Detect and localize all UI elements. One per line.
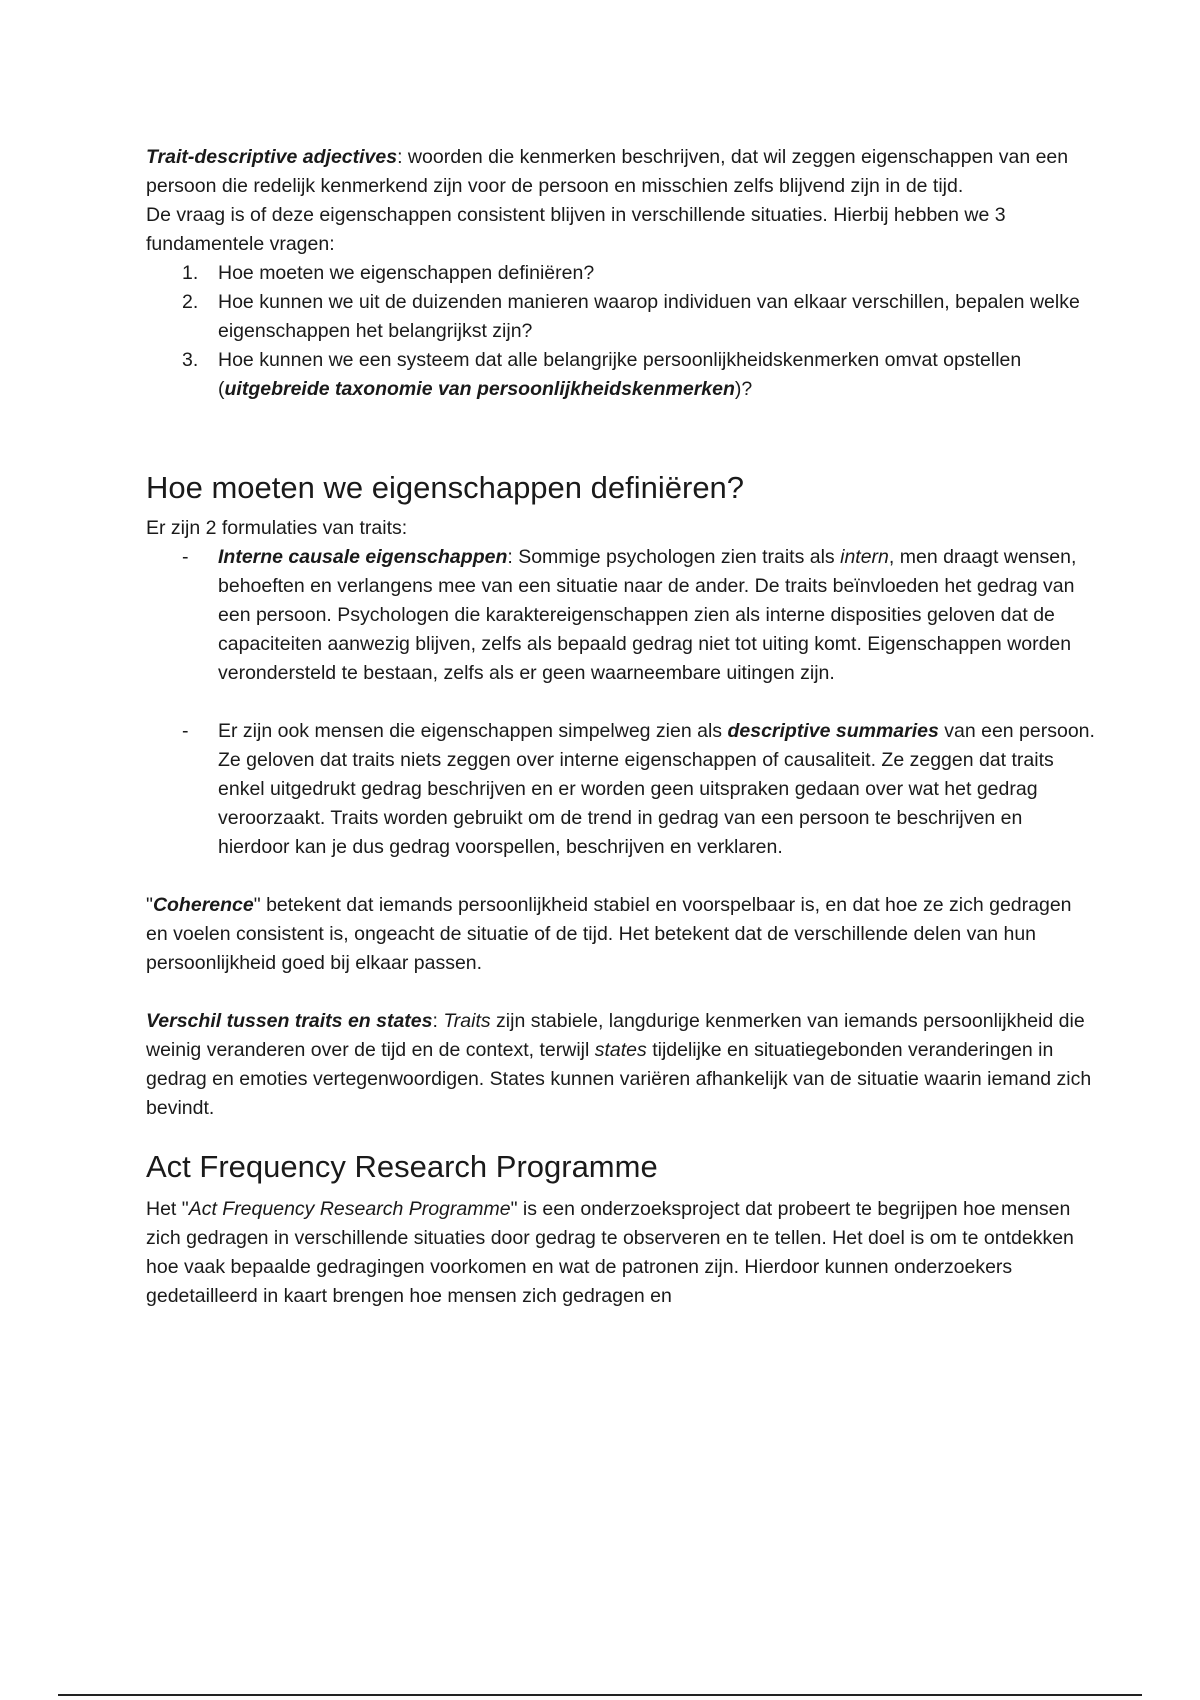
spacer <box>146 688 1096 717</box>
traits-states-term: Verschil tussen traits en states <box>146 1010 433 1032</box>
list-number: 3. <box>182 349 199 371</box>
quote-mark: " <box>146 894 153 916</box>
list-item-text: Hoe kunnen we uit de duizenden manieren waarop individuen van elkaar verschillen, bepalen welke eigenschappen het belangrijkst zijn? <box>218 291 1080 342</box>
section-heading-act-frequency: Act Frequency Research Programme <box>146 1149 658 1184</box>
bullet-text: : Sommige psychologen zien traits als <box>507 546 841 568</box>
fundamental-questions-list <box>146 259 1096 404</box>
list-item <box>146 346 1096 404</box>
taxonomy-term: uitgebreide taxonomie van persoonlijkheidskenmerken <box>224 378 735 400</box>
act-frequency-text: " is een onderzoeksproject dat probeert te begrijpen hoe mensen zich gedragen in verschillende situaties door gedrag te observeren en te tellen. Het doel is om te ontdekken hoe vaak bepaalde gedragingen voorkomen en wat de patronen zijn. Hierdoor kunnen onderzoekers gedetailleerd in kaart brengen hoe mensen zich gedragen en <box>146 1198 1074 1307</box>
spacer <box>146 978 1096 1007</box>
list-item-text: Hoe moeten we eigenschappen definiëren? <box>218 262 595 284</box>
act-programme-name: Act Frequency Research Programme <box>188 1198 511 1220</box>
trait-adjectives-definition: : woorden die kenmerken beschrijven, dat wil zeggen eigenschappen van een persoon die redelijk kenmerkend zijn voor de persoon en misschien zelfs blijvend zijn in de tijd. <box>146 146 1069 197</box>
traits-states-text: zijn stabiele, langdurige kenmerken van iemands persoonlijkheid die weinig veranderen over de tijd en de context, terwijl <box>146 1010 1085 1061</box>
dash-bullet: - <box>182 720 189 742</box>
intern-word: intern <box>840 546 889 568</box>
separator: : <box>432 1010 444 1032</box>
formulations-list-continued <box>146 717 1096 862</box>
descriptive-summaries-term: descriptive summaries <box>727 720 939 742</box>
bullet-text: van een persoon. Ze geloven dat traits niets zeggen over interne eigenschappen of causaliteit. Ze zeggen dat traits enkel uitgedrukt gedrag beschrijven en er worden geen uitspraken gedaan over wat het gedrag veroorzaakt. Traits worden gebruikt om de trend in gedrag van een persoon te beschrijven en hierdoor kan je dus gedrag voorspellen, beschrijven en verklaren. <box>218 720 1095 858</box>
traits-states-text: tijdelijke en situatiegebonden veranderingen in gedrag en emoties vertegenwoordigen. States kunnen variëren afhankelijk van de situatie waarin iemand zich bevindt. <box>146 1039 1092 1119</box>
bullet-text: , men draagt wensen, behoeften en verlangens mee van een situatie naar de ander. De traits beïnvloeden het gedrag van een persoon. Psychologen die karaktereigenschappen zien als interne disposities geloven dat de capaciteiten aanwezig blijven, zelfs als bepaald gedrag niet tot uiting komt. Eigenschappen worden verondersteld te bestaan, zelfs als er geen waarneembare uitingen zijn. <box>218 546 1077 684</box>
list-item <box>146 543 1096 688</box>
list-item-text: Hoe kunnen we een systeem dat alle belangrijke persoonlijkheidskenmerken omvat opstellen ( <box>218 349 1022 400</box>
coherence-text: " betekent dat iemands persoonlijkheid stabiel en voorspelbaar is, en dat hoe ze zich gedragen en voelen consistent is, ongeacht de situatie of de tijd. Het betekent dat de verschillende delen van hun persoonlijkheid goed bij elkaar passen. <box>146 894 1072 974</box>
list-item-tail: )? <box>734 378 753 400</box>
intro-paragraph <box>146 143 1096 201</box>
traits-word: Traits <box>443 1010 491 1032</box>
section-heading-define: Hoe moeten we eigenschappen definiëren? <box>146 470 745 505</box>
traits-states-paragraph <box>146 1007 1096 1123</box>
trait-adjectives-term: Trait-descriptive adjectives <box>146 146 398 168</box>
question-intro: De vraag is of deze eigenschappen consistent blijven in verschillende situaties. Hierbij hebben we 3 fundamentele vragen: <box>146 204 1006 255</box>
list-item <box>146 288 1096 346</box>
list-item <box>146 259 1096 288</box>
bullet-text: Er zijn ook mensen die eigenschappen simpelweg zien als <box>218 720 728 742</box>
document-page <box>146 143 1096 1311</box>
list-item <box>146 717 1096 862</box>
act-prefix: Het " <box>146 1198 189 1220</box>
spacer <box>146 862 1096 891</box>
page-bottom-divider <box>58 1694 1142 1696</box>
formulations-lead: Er zijn 2 formulaties van traits: <box>146 517 408 539</box>
coherence-paragraph <box>146 891 1096 978</box>
dash-bullet: - <box>182 546 189 568</box>
internal-causal-term: Interne causale eigenschappen <box>218 546 508 568</box>
states-word: states <box>594 1039 647 1061</box>
act-frequency-paragraph <box>146 1195 1096 1311</box>
list-number: 2. <box>182 291 199 313</box>
formulations-list <box>146 543 1096 688</box>
list-number: 1. <box>182 262 199 284</box>
coherence-term: Coherence <box>152 894 254 916</box>
